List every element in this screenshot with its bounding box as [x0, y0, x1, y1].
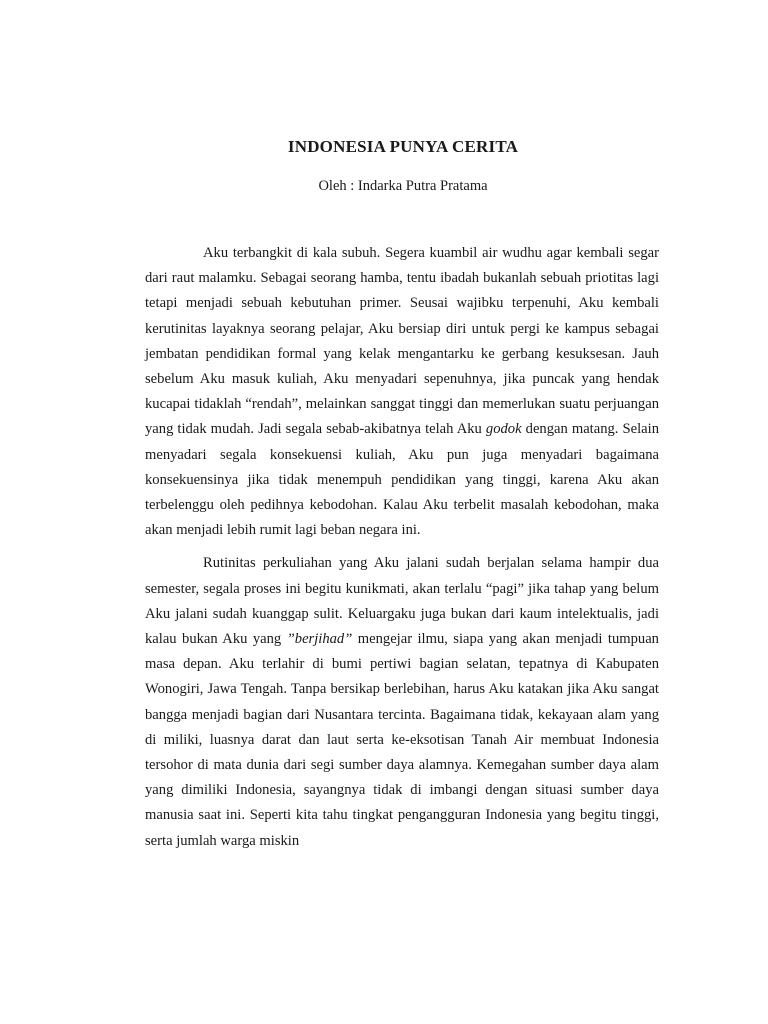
document-body — [145, 241, 659, 862]
paragraph-2-text-b: mengejar ilmu, siapa yang akan menjadi tumpuan masa depan. Aku terlahir di bumi pertiwi bagian selatan, tepatnya di Kabupaten Wonogiri, Jawa Tengah. Tanpa bersikap berlebihan, harus Aku katakan jika Aku sangat bangga menjadi bagian dari Nusantara tercinta. Bagaimana tidak, kekayaan alam yang di miliki, luasnya darat dan laut serta ke-eksotisan Tanah Air membuat Indonesia tersohor di mata dunia dari segi sumber daya alamnya. Kemegahan sumber daya alam yang dimiliki Indonesia, sayangnya tidak di imbangi dengan situasi sumber daya manusia saat ini. Seperti kita tahu tingkat pengangguran Indonesia yang begitu tinggi, serta jumlah warga miskin — [145, 631, 659, 849]
paragraph-2-italic: ”berjihad” — [286, 631, 353, 648]
paragraph-1 — [145, 241, 659, 543]
author-byline: Oleh : Indarka Putra Pratama — [318, 178, 488, 194]
paragraph-2 — [145, 551, 659, 853]
paragraph-2-text-a: Rutinitas perkuliahan yang Aku jalani sudah berjalan selama hampir dua semester, segala proses ini begitu kunikmati, akan terlalu “pagi” jika tahap yang belum Aku jalani sudah kuanggap sulit. Keluargaku juga bukan dari kaum intelektualis, jadi kalau bukan Aku yang — [145, 555, 659, 648]
paragraph-1-italic: godok — [485, 421, 522, 438]
paragraph-1-text-b: dengan matang. Selain menyadari segala konsekuensi kuliah, Aku pun juga menyadari bagaimana konsekuensinya jika tidak menempuh pendidikan yang tinggi, karena Aku akan terbelenggu oleh pedihnya kebodohan. Kalau Aku terbelit masalah kebodohan, maka akan menjadi lebih rumit lagi beban negara ini. — [145, 421, 659, 539]
document-title: INDONESIA PUNYA CERITA — [287, 137, 519, 156]
paragraph-1-text-a: Aku terbangkit di kala subuh. Segera kuambil air wudhu agar kembali segar dari raut malamku. Sebagai seorang hamba, tentu ibadah bukanlah sebuah priotitas lagi tetapi menjadi sebuah kebutuhan primer. Seusai wajibku terpenuhi, Aku kembali kerutinitas layaknya seorang pelajar, Aku bersiap diri untuk pergi ke kampus sebagai jembatan pendidikan formal yang kelak mengantarku ke gerbang kesuksesan. Jauh sebelum Aku masuk kuliah, Aku menyadari sepenuhnya, jika puncak yang hendak kucapai tidaklah “rendah”, melainkan sanggat tinggi dan memerlukan suatu perjuangan yang tidak mudah. Jadi segala sebab-akibatnya telah Aku — [145, 245, 659, 438]
